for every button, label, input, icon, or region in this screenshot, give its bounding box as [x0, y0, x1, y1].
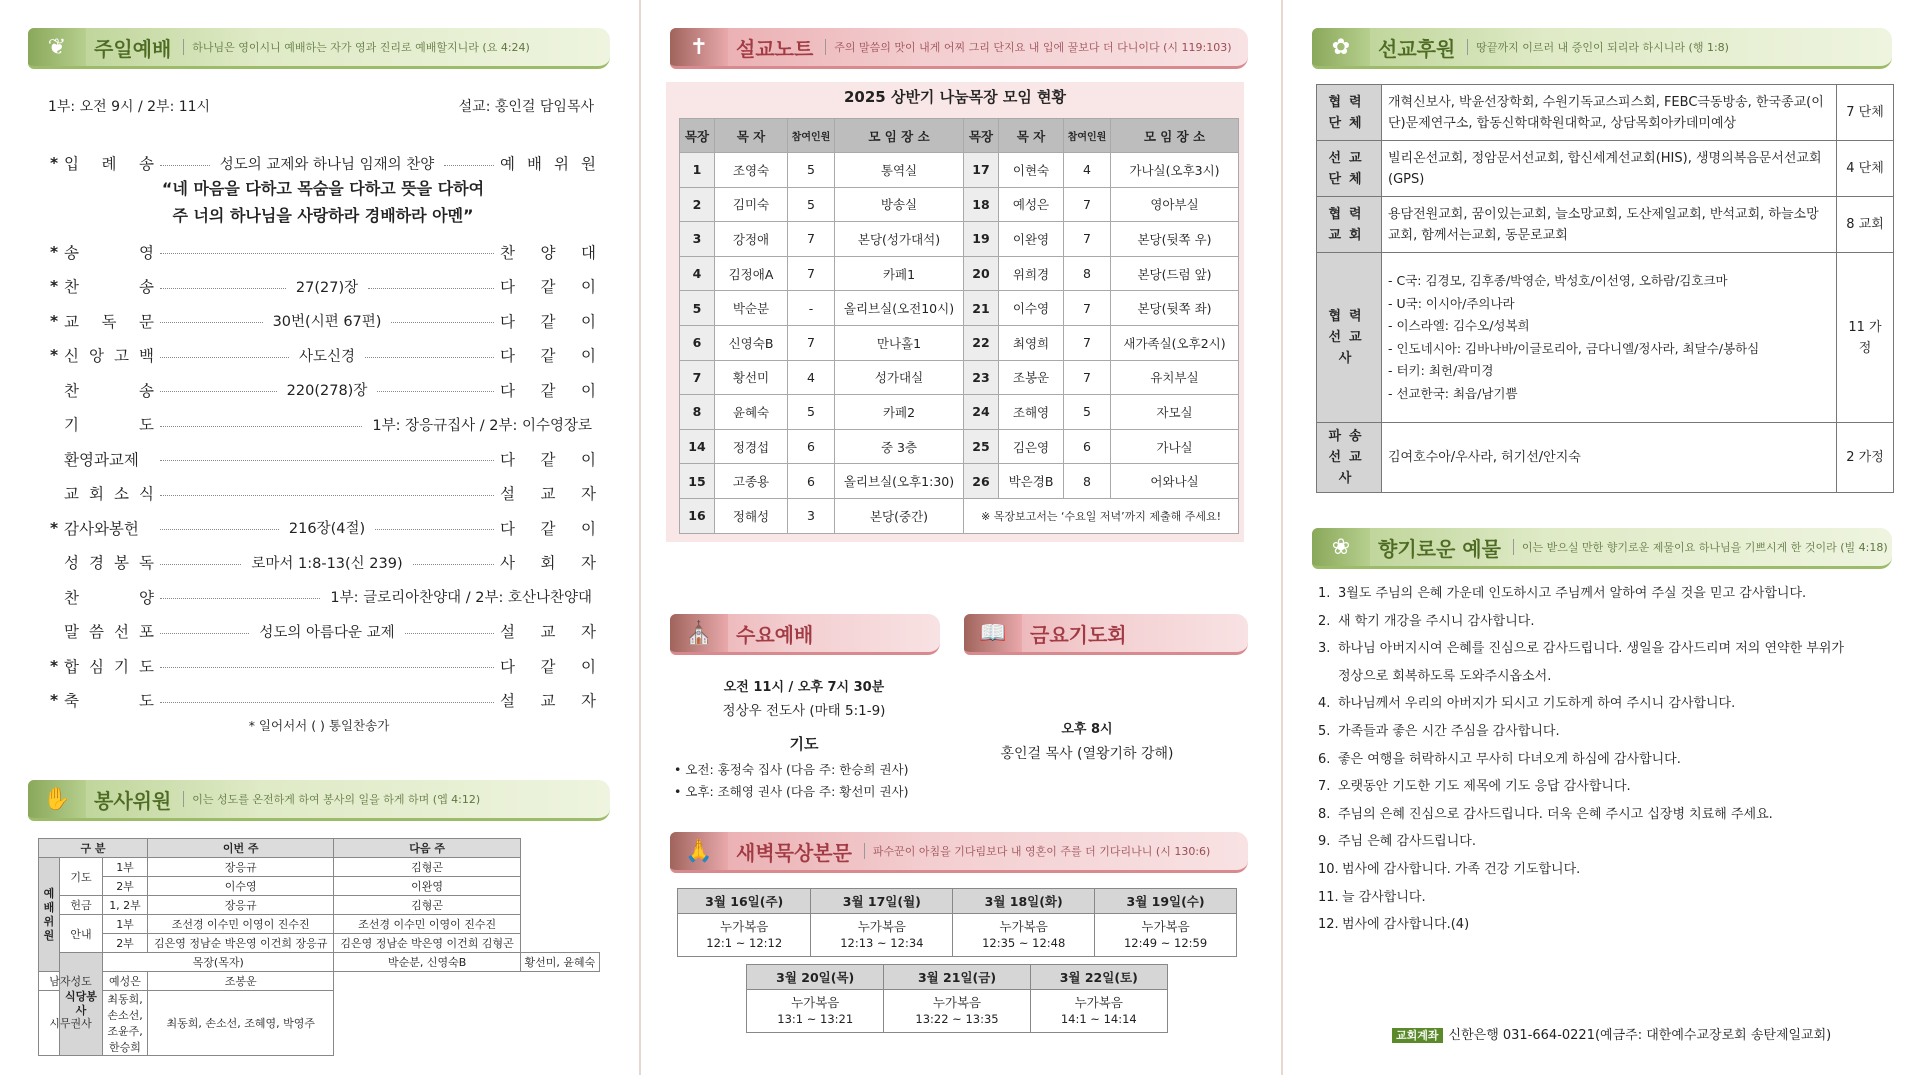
table-row: 5 박순분 - 올리브실(오전10시) 21 이수영 7 본당(뒷쪽 좌) [680, 291, 1239, 326]
wednesday-header [670, 614, 940, 655]
order-row: 환영과교제 다 같 이 [64, 450, 596, 469]
table-row: 8 윤혜숙 5 카페2 24 조해영 5 자모실 [680, 395, 1239, 430]
volunteers-title: 봉사위원 [94, 788, 172, 813]
volunteers-header [28, 780, 610, 821]
sunday-subtitle: 하나님은 영이시니 예배하는 자가 영과 진리로 예배할지니라 (요 4:24) [183, 39, 530, 55]
list-item: 10. 범사에 감사합니다. 가족 건강 기도합니다. [1318, 861, 1581, 877]
plant-icon: ❀ [1312, 528, 1370, 566]
order-row: * 감사와봉헌 216장(4절) 다 같 이 [50, 518, 597, 538]
wednesday-title: 수요예배 [736, 622, 814, 647]
praying-hands-icon: 🙏 [670, 832, 728, 870]
order-row: 기 도 1부: 장응규집사 / 2부: 이수영장로 [50, 407, 596, 442]
sermon-subtitle: 주의 말씀의 맛이 내게 어찌 그리 단지요 내 입에 꿀보다 더 다니이다 (시 119:103) [825, 39, 1231, 55]
wednesday-prayer-label: 기도 [789, 735, 819, 753]
meeting-note: ※ 목장보고서는 ‘수요일 저녁’까지 제출해 주세요! [964, 498, 1239, 533]
order-row: 교 회 소 식 설 교 자 [64, 485, 596, 504]
order-row: * 축 도 설 교 자 [50, 691, 596, 711]
order-row: * 송 영 찬 양 대 [50, 242, 596, 262]
bank-account [1392, 1024, 1831, 1043]
list-item-continued: 정상으로 회복하도록 도와주시옵소서. [1338, 668, 1552, 684]
page-middle [642, 0, 1280, 1075]
quote: “네 마음을 다하고 목숨을 다하고 뜻을 다하여 주 너의 하나님을 사랑하라 경배하라 아멘” [161, 178, 485, 225]
bank-info: 신한은행 031-664-0221(예금주: 대한예수교장로회 송탄제일교회) [1448, 1028, 1832, 1043]
list-item: 12. 범사에 감사합니다.(4) [1318, 917, 1470, 933]
list-item: 2. 새 학기 개강을 주시니 감사합니다. [1318, 613, 1535, 629]
cross-icon: ✝ [670, 28, 728, 66]
bank-tag: 교회계좌 [1392, 1028, 1443, 1043]
order-row: * 합 심 기 도 다 같 이 [50, 656, 596, 676]
volunteers-subtitle: 이는 성도를 온전하게 하여 봉사의 일을 하게 하며 (엡 4:12) [183, 791, 480, 807]
dawn-week1: 3월 16일(주) 3월 17일(월) 3월 18일(화) 3월 19일(수) 누가복음 12:1 ~ 12:12 누가복음 12:13 ~ 12:34 누가복음 12:35 ~ 12:48 누가복음 12:49 ~ 12:59 [677, 888, 1237, 957]
table-row: 16 정해성 3 본당(중간) ※ 목장보고서는 ‘수요일 저녁’까지 제출해 주세요! [680, 498, 1239, 533]
wednesday-prayer-am: • 오전: 홍정숙 집사 (다음 주: 한승희 권사) [674, 762, 909, 777]
order-row: * 찬 송 27(27)장 다 같 이 [50, 277, 597, 297]
thanks-list [1318, 580, 1898, 939]
flower-icon: ✿ [1312, 28, 1370, 66]
worship-order [50, 146, 596, 718]
dawn-subtitle: 파수꾼이 아침을 기다림보다 내 영혼이 주를 더 기다리나니 (시 130:6) [864, 843, 1210, 859]
friday-preacher: 홍인걸 목사 (열왕기하 강해) [1000, 746, 1174, 762]
mission-table: 협력 단체 개혁신보사, 박윤선장학회, 수원기독교스피스회, FEBC극동방송, 한국종교(이단)문제연구소, 합동신학대학원대학교, 상담목회아카데미예상 7 단체 선교 단체 빌리온선교회, 정암문서선교회, 합신세계선교회(HIS), 생명의복음문서선교회(GPS) 4 단체 협력 교회 용담전원교회, 꿈이있는교회, 늘소망교회, 도산제일교회, 반석교회, 하늘소망교회, 함께서는교회, 동문로교회 8 교회 협력 선교사 - C국: 김경모, 김후종/박영순, 박성호/이선영, 오하람/김호크마 - U국: 이시아/주의나라 - 이스라엘: 김수오/성복희 - 인도네시아: 김바나바/이글로리아, 금다니엘/정사라, 최달수/봉하심 - 터키: 최헌/곽미경 - 선교한국: 최읍/남기쁨 11 가정 파송 선교사 김여호수아/우사라, 허기선/안지숙 2 가정 [1316, 84, 1894, 493]
friday-title: 금요기도회 [1030, 622, 1127, 647]
leaf-icon: ❦ [28, 28, 86, 66]
wednesday-prayer-pm: • 오후: 조해영 권사 (다음 주: 황선미 권사) [674, 784, 909, 799]
hands-icon: ✋ [28, 780, 86, 818]
church-icon: ⛪ [670, 614, 728, 652]
friday-info [942, 718, 1232, 763]
list-item: 5. 가족들과 좋은 시간 주심을 감사합니다. [1318, 723, 1560, 739]
list-item: 11. 늘 감사합니다. [1318, 889, 1426, 905]
list-item: 9. 주님 은혜 감사드립니다. [1318, 834, 1476, 850]
service-times: 1부: 오전 9시 / 2부: 11시 [48, 99, 211, 115]
sunday-header [28, 28, 610, 69]
table-row: 6 신영숙B 7 만나홀1 22 최영희 7 새가족실(오후2시) [680, 325, 1239, 360]
table-row: 1 조영숙 5 통역실 17 이현숙 4 가나실(오후3시) [680, 153, 1239, 188]
meeting-title: 2025 상반기 나눔목장 모임 현황 [843, 88, 1067, 106]
volunteers-table: 구 분 이번 주 다음 주 예배위원 기도 1부 장응규 김형곤 2부 이수영 이완영 헌금 1, 2부 장응규 김형곤 안내 1부 조선경 이수민 이영이 진수진 조선경 이수민 이영이 진수진 2부 김은영 정남순 박은영 이건희 장응규 김은영 정남순 박은영 이건희 김형곤 식당봉사 목장(목자) 박순분, 신영숙B 황선미, 윤혜숙 남자성도 예성은 조봉운 시무권사 최동희, 손소선, 조윤주, 한승희 최동희, 손소선, 조혜영, 박영주 [38, 838, 600, 1056]
page-left [0, 0, 638, 1075]
order-row: * 신 앙 고 백 사도신경 다 같 이 [50, 346, 596, 366]
preacher: 설교: 홍인걸 담임목사 [458, 99, 594, 115]
table-row: 3 강정애 7 본당(성가대석) 19 이완영 7 본당(뒷쪽 우) [680, 222, 1239, 257]
hymn-footnote: * 일어서서 ( ) 통일찬송가 [248, 718, 390, 733]
table-row: 15 고종용 6 올리브실(오후1:30) 26 박은경B 8 어와나실 [680, 464, 1239, 499]
bible-icon: 📖 [964, 614, 1022, 652]
mission-subtitle: 땅끝까지 이르러 내 증인이 되리라 하시니라 (행 1:8) [1467, 39, 1729, 55]
order-row: 성 경 봉 독 로마서 1:8-13(신 239) 사 회 자 [50, 545, 596, 580]
friday-header [964, 614, 1248, 655]
sermon-header [670, 28, 1248, 69]
list-item: 7. 오랫동안 기도한 기도 제목에 기도 응답 감사합니다. [1318, 779, 1631, 795]
order-row: 말 씀 선 포 성도의 아름다운 교제 설 교 자 [50, 614, 596, 649]
list-item: 1. 3월도 주님의 은혜 가운데 인도하시고 주님께서 알하여 주실 것을 믿고 감사합니다. [1318, 586, 1807, 601]
list-item: 4. 하나님께서 우리의 아버지가 되시고 기도하게 하여 주시니 감사합니다. [1318, 696, 1736, 712]
mission-header [1312, 28, 1892, 69]
table-row: 4 김정애A 7 카페1 20 위희경 8 본당(드럼 앞) [680, 256, 1239, 291]
table-row: 7 황선미 4 성가대실 23 조봉운 7 유치부실 [680, 360, 1239, 395]
list-item: 3. 하나님 아버지시여 은혜를 진심으로 감사드립니다. 생일을 감사드리며 저의 연약한 부위가 [1318, 641, 1844, 657]
order-row: 찬 양 1부: 글로리아찬양대 / 2부: 호산나찬양대 [50, 580, 596, 615]
list-item: 6. 좋은 여행을 허락하시고 무사히 다녀오게 하심에 감사합니다. [1318, 751, 1681, 767]
list-item: 8. 주님의 은혜 진심으로 감사드립니다. 더욱 은혜 주시고 십장병 치료해 주세요. [1318, 806, 1773, 822]
dawn-title: 새벽묵상본문 [736, 840, 852, 865]
table-row: 14 정경섭 6 중 3층 25 김은영 6 가나실 [680, 429, 1239, 464]
sunday-info [48, 96, 594, 116]
order-row: * 교 독 문 30번(시편 67편) 다 같 이 [50, 311, 597, 331]
dawn-week2: 3월 20일(목) 3월 21일(금) 3월 22일(토) 누가복음 13:1 ~ 13:21 누가복음 13:22 ~ 13:35 누가복음 14:1 ~ 14:14 [746, 964, 1168, 1033]
offering-title: 향기로운 예물 [1378, 536, 1501, 561]
dawn-header [670, 832, 1248, 873]
page-right [1284, 0, 1920, 1075]
offering-header [1312, 528, 1892, 569]
order-row: * 입 례 송 성도의 교제와 하나님 임재의 찬양 예 배 위 원 [50, 154, 597, 174]
meeting-table: 목장 목 자 참여인원 모 임 장 소 목장 목 자 참여인원 모 임 장 소 1 조영숙 5 통역실 17 이현숙 4 가나실(오후3시) 2 김미숙 5 방송실 18 예성은 7 영아부실 3 강정애 7 본당(성가대석) 19 이완영 7 본당(뒷쪽 우) 4 김정애A 7 카페1 20 위희경 8 본당(드럼 앞) 5 박순분 - 올리브실(오전10시) 21 이수영 7 본당(뒷쪽 좌) 6 신영숙B 7 만나홀1 22 최영희 7 새가족실(오후2시) 7 황선미 4 성가대실 23 조봉운 7 유치부실 8 윤혜숙 5 카페2 24 조해영 5 자모실 14 정경섭 6 중 3층 25 김은영 6 가나실 15 고종용 6 올리브실(오후1:30) 26 박은경B 8 어와나실 16 정해성 3 본당(중간) ※ 목장보고서는 ‘수요일 저녁’까지 제출해 주세요! [679, 118, 1239, 534]
wednesday-info [666, 676, 942, 800]
table-row: 2 김미숙 5 방송실 18 예성은 7 영아부실 [680, 187, 1239, 222]
wednesday-preacher: 정상우 전도사 (마태 5:1-9) [722, 703, 886, 719]
wednesday-time: 오전 11시 / 오후 7시 30분 [723, 680, 885, 695]
sermon-title: 설교노트 [736, 36, 814, 61]
order-row: 찬 송 220(278)장 다 같 이 [50, 373, 596, 408]
friday-time: 오후 8시 [1061, 722, 1113, 737]
sunday-title: 주일예배 [94, 36, 172, 61]
mission-title: 선교후원 [1378, 36, 1456, 61]
offering-subtitle: 이는 받으실 만한 향기로운 제물이요 하나님을 기쁘시게 한 것이라 (빌 4:18) [1513, 539, 1888, 555]
